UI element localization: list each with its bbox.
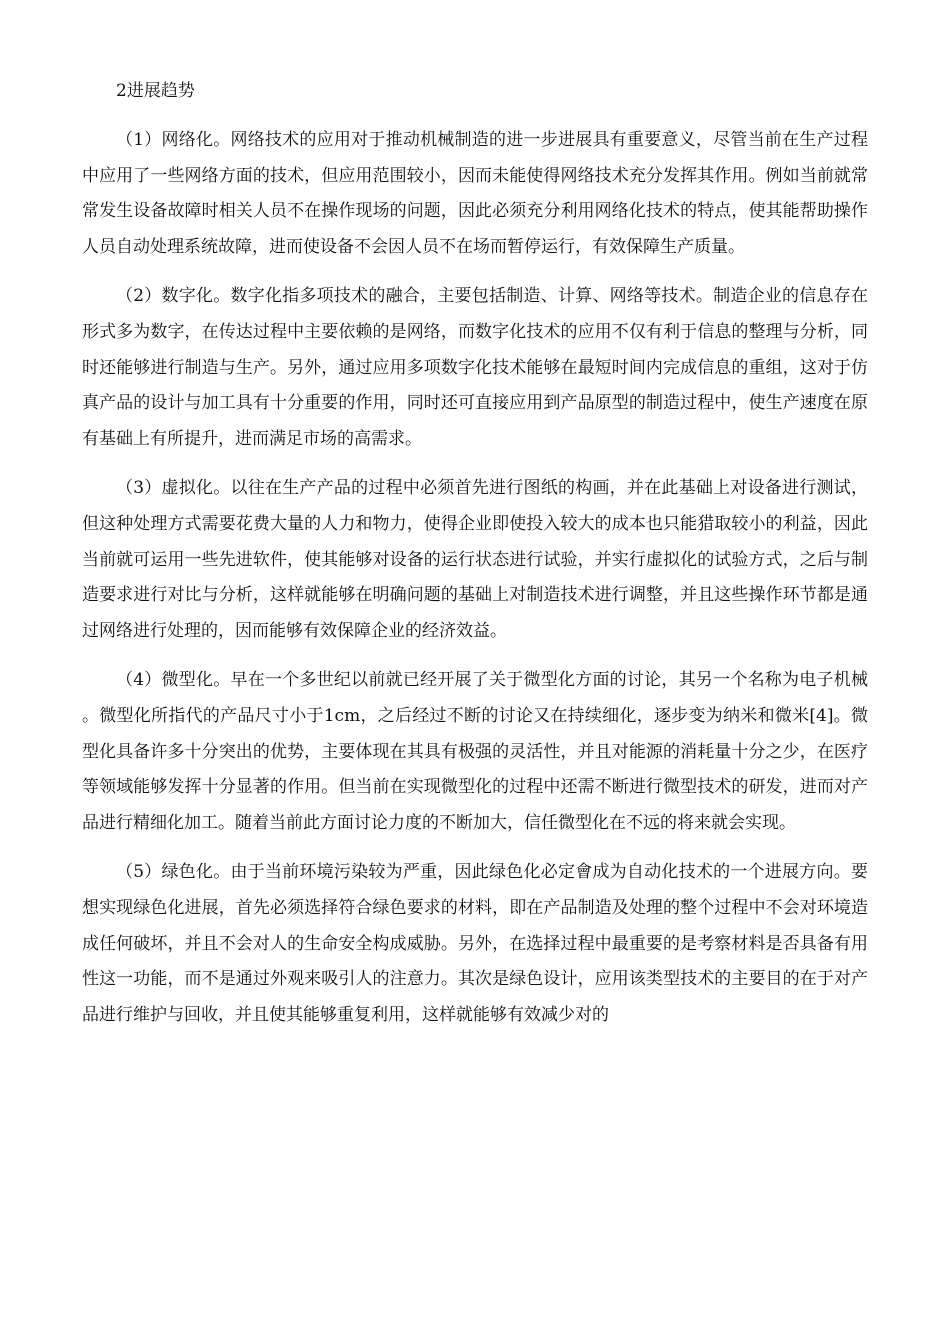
paragraph-greening: （5）绿色化。由于当前环境污染较为严重，因此绿色化必定會成为自动化技术的一个进展方向。要想实现绿色化进展，首先必须选择符合绿色要求的材料，即在产品制造及处理的整个过程中不会对环境造成任何破坏，并且不会对人的生命安全构成威胁。另外，在选择过程中最重要的是考察材料是否具备有用性这一功能，而不是通过外观来吸引人的注意力。其次是绿色设计，应用该类型技术的主要目的在于对产品进行维护与回收，并且使其能够重复利用，这样就能够有效减少对的 <box>82 861 868 1026</box>
section-heading: 2进展趋势 <box>116 81 195 101</box>
paragraph-digitization: （2）数字化。数字化指多项技术的融合，主要包括制造、计算、网络等技术。制造企业的信息存在形式多为数字，在传达过程中主要依赖的是网络，而数字化技术的应用不仅有利于信息的整理与分析，同时还能够进行制造与生产。另外，通过应用多项数字化技术能够在最短时间内完成信息的重组，这对于仿真产品的设计与加工具有十分重要的作用，同时还可直接应用到产品原型的制造过程中，使生产速度在原有基础上有所提升，进而满足市场的高需求。 <box>82 285 868 450</box>
paragraph-miniaturization: （4）微型化。早在一个多世纪以前就已经开展了关于微型化方面的讨论，其另一个名称为电子机械。微型化所指代的产品尺寸小于1cm，之后经过不断的讨论又在持续细化，逐步变为纳米和微米[4]。微型化具备许多十分突出的优势，主要体现在其具有极强的灵活性，并且对能源的消耗量十分之少，在医疗等领域能够发挥十分显著的作用。但当前在实现微型化的过程中还需不断进行微型技术的研发，进而对产品进行精细化加工。随着当前此方面讨论力度的不断加大，信任微型化在不远的将来就会实现。 <box>82 669 868 834</box>
paragraph-networking: （1）网络化。网络技术的应用对于推动机械制造的进一步进展具有重要意义，尽管当前在生产过程中应用了一些网络方面的技术，但应用范围较小，因而未能使得网络技术充分发挥其作用。例如当前就常常发生设备故障时相关人员不在操作现场的问题，因此必须充分利用网络化技术的特点，使其能帮助操作人员自动处理系统故障，进而使设备不会因人员不在场而暂停运行，有效保障生产质量。 <box>82 129 868 258</box>
document-page <box>82 74 868 1047</box>
paragraph-virtualization: （3）虚拟化。以往在生产产品的过程中必须首先进行图纸的构画，并在此基础上对设备进行测试，但这种处理方式需要花费大量的人力和物力，使得企业即使投入较大的成本也只能猎取较小的利益，因此当前就可运用一些先进软件，使其能够对设备的运行状态进行试验，并实行虚拟化的试验方式，之后与制造要求进行对比与分析，这样就能够在明确问题的基础上对制造技术进行调整，并且这些操作环节都是通过网络进行处理的，因而能够有效保障企业的经济效益。 <box>82 477 868 642</box>
